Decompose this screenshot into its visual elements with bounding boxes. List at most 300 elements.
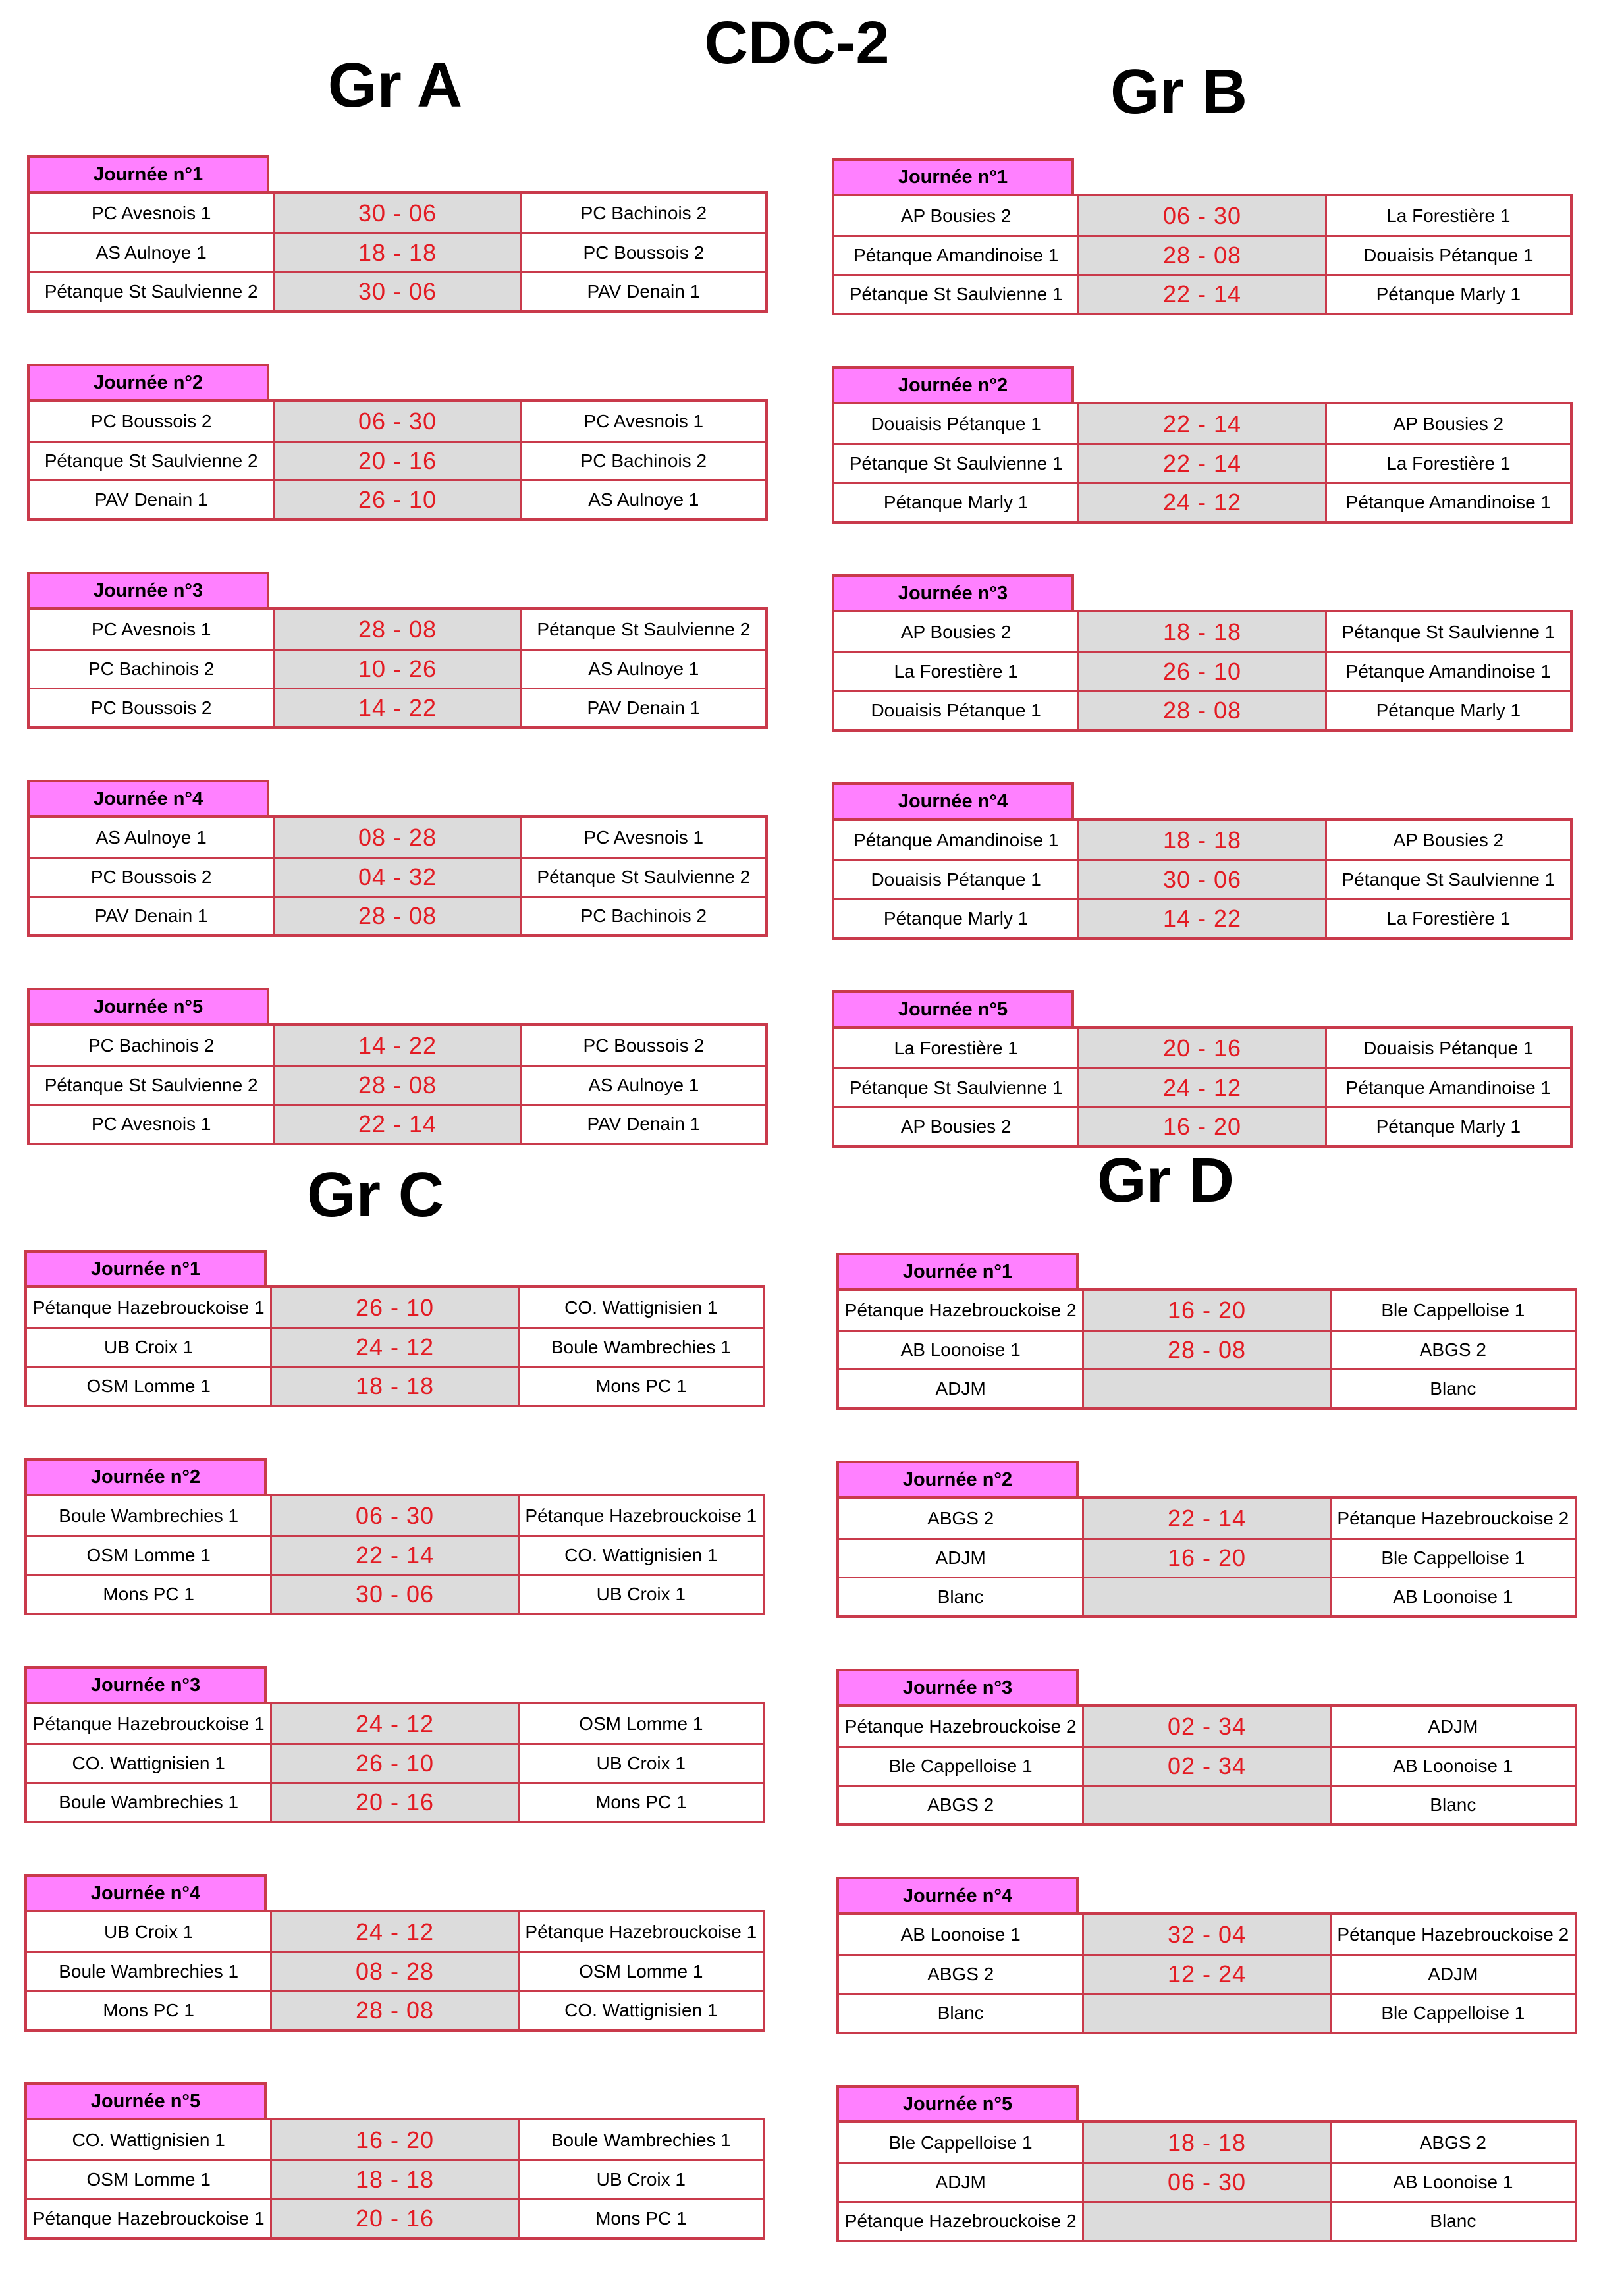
- match-table: [836, 2120, 1577, 2242]
- match-score: 06 - 30: [1079, 196, 1324, 235]
- away-team: La Forestière 1: [1325, 196, 1570, 235]
- match-score: 22 - 14: [1079, 404, 1324, 443]
- match-score: 20 - 16: [1079, 1029, 1324, 1067]
- match-table: [24, 1702, 765, 1823]
- match-row: [27, 2198, 763, 2237]
- match-row: [839, 1785, 1575, 1823]
- home-team: AS Aulnoye 1: [30, 818, 275, 857]
- away-team: Pétanque Hazebrouckoise 2: [1330, 1915, 1575, 1954]
- match-score: 18 - 18: [272, 2161, 517, 2198]
- match-score: 24 - 12: [272, 1912, 517, 1951]
- home-team: PC Avesnois 1: [30, 1106, 275, 1143]
- match-score: 10 - 26: [275, 651, 520, 688]
- away-team: PC Avesnois 1: [520, 818, 765, 857]
- match-score: 32 - 04: [1084, 1915, 1329, 1954]
- journee-block: [836, 1253, 1577, 1410]
- group-c-schedule: [24, 1250, 765, 2290]
- page-title: CDC-2: [704, 9, 890, 76]
- match-row: [27, 1704, 763, 1743]
- match-table: [836, 1496, 1577, 1618]
- match-row: [839, 1993, 1575, 2032]
- match-score: 26 - 10: [1079, 653, 1324, 690]
- journee-block: [27, 572, 768, 729]
- away-team: CO. Wattignisien 1: [518, 1992, 763, 2029]
- match-row: [834, 612, 1570, 651]
- home-team: CO. Wattignisien 1: [27, 1745, 272, 1782]
- away-team: Pétanque St Saulvienne 1: [1325, 612, 1570, 651]
- home-team: Pétanque St Saulvienne 1: [834, 445, 1079, 482]
- match-score: 20 - 16: [272, 1784, 517, 1821]
- journee-heading: Journée n°2: [832, 366, 1074, 402]
- home-team: AP Bousies 2: [834, 612, 1079, 651]
- journee-block: [832, 574, 1573, 732]
- match-score: 24 - 12: [272, 1704, 517, 1743]
- home-team: Pétanque Amandinoise 1: [834, 821, 1079, 859]
- away-team: AS Aulnoye 1: [520, 1067, 765, 1104]
- away-team: AP Bousies 2: [1325, 821, 1570, 859]
- match-score: 02 - 34: [1084, 1748, 1329, 1785]
- match-score: 22 - 14: [1079, 276, 1324, 313]
- match-row: [834, 898, 1570, 937]
- match-row: [839, 1577, 1575, 1615]
- match-score: 30 - 06: [1079, 861, 1324, 898]
- journee-block: [27, 155, 768, 313]
- away-team: CO. Wattignisien 1: [518, 1288, 763, 1327]
- journee-heading: Journée n°1: [836, 1253, 1079, 1288]
- match-row: [834, 651, 1570, 690]
- journee-heading: Journée n°4: [836, 1877, 1079, 1912]
- away-team: UB Croix 1: [518, 1576, 763, 1613]
- away-team: AB Loonoise 1: [1330, 1748, 1575, 1785]
- away-team: Ble Cappelloise 1: [1330, 1995, 1575, 2032]
- journee-heading: Journée n°1: [27, 155, 269, 191]
- match-table: [24, 1494, 765, 1615]
- match-row: [30, 610, 765, 649]
- match-table: [832, 402, 1573, 524]
- home-team: Pétanque Hazebrouckoise 1: [27, 2200, 272, 2237]
- match-table: [836, 1704, 1577, 1826]
- home-team: Ble Cappelloise 1: [839, 2123, 1084, 2162]
- match-row: [27, 1782, 763, 1821]
- journee-block: [27, 780, 768, 937]
- away-team: PC Bachinois 2: [520, 194, 765, 232]
- match-row: [839, 1291, 1575, 1330]
- match-table: [832, 1026, 1573, 1148]
- match-score: 28 - 08: [275, 610, 520, 649]
- journee-heading: Journée n°2: [27, 364, 269, 399]
- match-row: [27, 2159, 763, 2198]
- match-row: [834, 482, 1570, 521]
- journee-block: [24, 1666, 765, 1823]
- home-team: PC Boussois 2: [30, 402, 275, 441]
- home-team: Boule Wambrechies 1: [27, 1953, 272, 1990]
- away-team: OSM Lomme 1: [518, 1953, 763, 1990]
- match-row: [839, 1915, 1575, 1954]
- away-team: AB Loonoise 1: [1330, 2164, 1575, 2201]
- match-table: [27, 191, 768, 313]
- group-b-schedule: [832, 158, 1573, 1199]
- away-team: Ble Cappelloise 1: [1330, 1540, 1575, 1577]
- match-score: 24 - 12: [272, 1329, 517, 1366]
- journee-heading: Journée n°1: [24, 1250, 267, 1285]
- group-title-c: Gr C: [306, 1160, 445, 1230]
- match-score: 28 - 08: [272, 1992, 517, 2029]
- home-team: Pétanque Hazebrouckoise 2: [839, 1291, 1084, 1330]
- match-score: 30 - 06: [272, 1576, 517, 1613]
- home-team: ABGS 2: [839, 1787, 1084, 1823]
- journee-heading: Journée n°4: [832, 782, 1074, 818]
- match-row: [834, 443, 1570, 482]
- home-team: Pétanque Hazebrouckoise 2: [839, 2203, 1084, 2240]
- match-score: 16 - 20: [272, 2120, 517, 2159]
- match-row: [839, 1538, 1575, 1577]
- match-row: [834, 1106, 1570, 1145]
- journee-block: [836, 1669, 1577, 1826]
- journee-block: [832, 158, 1573, 315]
- match-row: [834, 274, 1570, 313]
- journee-heading: Journée n°5: [24, 2082, 267, 2118]
- match-score: 28 - 08: [1079, 692, 1324, 729]
- home-team: Blanc: [839, 1995, 1084, 2032]
- home-team: AP Bousies 2: [834, 196, 1079, 235]
- away-team: Pétanque Amandinoise 1: [1325, 1069, 1570, 1106]
- match-row: [834, 235, 1570, 274]
- match-score: 26 - 10: [275, 481, 520, 518]
- match-row: [834, 196, 1570, 235]
- match-score: [1084, 1787, 1329, 1823]
- away-team: Pétanque Amandinoise 1: [1325, 653, 1570, 690]
- match-row: [839, 1746, 1575, 1785]
- match-table: [836, 1912, 1577, 2034]
- match-row: [834, 859, 1570, 898]
- away-team: UB Croix 1: [518, 2161, 763, 2198]
- journee-block: [832, 782, 1573, 940]
- home-team: Douaisis Pétanque 1: [834, 692, 1079, 729]
- match-score: 18 - 18: [275, 234, 520, 271]
- match-row: [30, 271, 765, 310]
- match-score: [1084, 1578, 1329, 1615]
- home-team: ADJM: [839, 1540, 1084, 1577]
- journee-heading: Journée n°1: [832, 158, 1074, 194]
- match-table: [832, 818, 1573, 940]
- home-team: AP Bousies 2: [834, 1108, 1079, 1145]
- match-row: [30, 441, 765, 479]
- away-team: Blanc: [1330, 2203, 1575, 2240]
- match-row: [27, 2120, 763, 2159]
- away-team: ABGS 2: [1330, 1332, 1575, 1368]
- match-score: 04 - 32: [275, 859, 520, 896]
- away-team: CO. Wattignisien 1: [518, 1537, 763, 1574]
- match-row: [30, 1026, 765, 1065]
- journee-block: [24, 1250, 765, 1407]
- match-score: 28 - 08: [275, 898, 520, 934]
- match-row: [27, 1366, 763, 1405]
- match-row: [27, 1912, 763, 1951]
- match-score: 16 - 20: [1084, 1540, 1329, 1577]
- match-score: 22 - 14: [1079, 445, 1324, 482]
- home-team: ADJM: [839, 1370, 1084, 1407]
- home-team: Pétanque Amandinoise 1: [834, 237, 1079, 274]
- match-row: [839, 1954, 1575, 1993]
- group-d-schedule: [836, 1253, 1577, 2293]
- journee-block: [27, 364, 768, 521]
- home-team: Douaisis Pétanque 1: [834, 404, 1079, 443]
- away-team: Pétanque St Saulvienne 2: [520, 859, 765, 896]
- match-row: [839, 2123, 1575, 2162]
- match-score: 12 - 24: [1084, 1956, 1329, 1993]
- match-row: [30, 1104, 765, 1143]
- home-team: Pétanque St Saulvienne 2: [30, 1067, 275, 1104]
- home-team: Mons PC 1: [27, 1992, 272, 2029]
- away-team: PC Avesnois 1: [520, 402, 765, 441]
- match-score: 20 - 16: [275, 443, 520, 479]
- home-team: ABGS 2: [839, 1956, 1084, 1993]
- home-team: CO. Wattignisien 1: [27, 2120, 272, 2159]
- away-team: Pétanque Marly 1: [1325, 276, 1570, 313]
- journee-block: [832, 366, 1573, 524]
- away-team: ADJM: [1330, 1956, 1575, 1993]
- match-row: [839, 1499, 1575, 1538]
- match-row: [30, 896, 765, 934]
- match-score: [1084, 2203, 1329, 2240]
- journee-heading: Journée n°3: [836, 1669, 1079, 1704]
- journee-heading: Journée n°2: [24, 1458, 267, 1494]
- away-team: Mons PC 1: [518, 1784, 763, 1821]
- match-score: 08 - 28: [275, 818, 520, 857]
- home-team: AS Aulnoye 1: [30, 234, 275, 271]
- match-table: [24, 1285, 765, 1407]
- home-team: Pétanque Hazebrouckoise 1: [27, 1704, 272, 1743]
- match-score: [1084, 1995, 1329, 2032]
- match-score: 18 - 18: [1084, 2123, 1329, 2162]
- home-team: La Forestière 1: [834, 1029, 1079, 1067]
- match-row: [27, 1496, 763, 1535]
- home-team: Pétanque Hazebrouckoise 1: [27, 1288, 272, 1327]
- away-team: Douaisis Pétanque 1: [1325, 1029, 1570, 1067]
- away-team: La Forestière 1: [1325, 900, 1570, 937]
- home-team: Ble Cappelloise 1: [839, 1748, 1084, 1785]
- home-team: UB Croix 1: [27, 1912, 272, 1951]
- away-team: Mons PC 1: [518, 2200, 763, 2237]
- match-table: [24, 2118, 765, 2240]
- journee-heading: Journée n°4: [27, 780, 269, 815]
- journee-heading: Journée n°3: [832, 574, 1074, 610]
- match-score: 14 - 22: [275, 689, 520, 726]
- away-team: AS Aulnoye 1: [520, 481, 765, 518]
- home-team: La Forestière 1: [834, 653, 1079, 690]
- home-team: PC Avesnois 1: [30, 194, 275, 232]
- home-team: Pétanque St Saulvienne 1: [834, 1069, 1079, 1106]
- home-team: OSM Lomme 1: [27, 1368, 272, 1405]
- match-row: [834, 690, 1570, 729]
- match-table: [832, 194, 1573, 315]
- match-score: 30 - 06: [275, 194, 520, 232]
- journee-block: [27, 988, 768, 1145]
- match-row: [834, 1067, 1570, 1106]
- home-team: PC Boussois 2: [30, 859, 275, 896]
- match-score: 22 - 14: [272, 1537, 517, 1574]
- match-row: [834, 821, 1570, 859]
- away-team: ABGS 2: [1330, 2123, 1575, 2162]
- away-team: OSM Lomme 1: [518, 1704, 763, 1743]
- home-team: AB Loonoise 1: [839, 1332, 1084, 1368]
- group-title-b: Gr B: [1110, 57, 1248, 127]
- match-score: 14 - 22: [1079, 900, 1324, 937]
- match-score: 28 - 08: [1084, 1332, 1329, 1368]
- match-score: 28 - 08: [275, 1067, 520, 1104]
- match-score: 06 - 30: [1084, 2164, 1329, 2201]
- home-team: PAV Denain 1: [30, 481, 275, 518]
- home-team: ADJM: [839, 2164, 1084, 2201]
- match-row: [30, 857, 765, 896]
- home-team: Boule Wambrechies 1: [27, 1496, 272, 1535]
- group-title-d: Gr D: [1096, 1145, 1235, 1216]
- match-row: [839, 1707, 1575, 1746]
- away-team: Pétanque Hazebrouckoise 1: [518, 1496, 763, 1535]
- match-score: 24 - 12: [1079, 484, 1324, 521]
- home-team: PC Bachinois 2: [30, 651, 275, 688]
- away-team: PC Bachinois 2: [520, 898, 765, 934]
- match-row: [27, 1574, 763, 1613]
- home-team: AB Loonoise 1: [839, 1915, 1084, 1954]
- journee-heading: Journée n°4: [24, 1874, 267, 1910]
- away-team: Ble Cappelloise 1: [1330, 1291, 1575, 1330]
- home-team: ABGS 2: [839, 1499, 1084, 1538]
- home-team: PC Boussois 2: [30, 689, 275, 726]
- journee-block: [836, 1461, 1577, 1618]
- away-team: AB Loonoise 1: [1330, 1578, 1575, 1615]
- match-score: 20 - 16: [272, 2200, 517, 2237]
- match-row: [27, 1535, 763, 1574]
- away-team: Boule Wambrechies 1: [518, 2120, 763, 2159]
- match-table: [836, 1288, 1577, 1410]
- match-row: [839, 1368, 1575, 1407]
- match-row: [839, 1330, 1575, 1368]
- journee-heading: Journée n°5: [832, 990, 1074, 1026]
- group-a-schedule: [27, 155, 768, 1196]
- away-team: Blanc: [1330, 1787, 1575, 1823]
- match-score: 18 - 18: [1079, 612, 1324, 651]
- away-team: ADJM: [1330, 1707, 1575, 1746]
- journee-block: [24, 1458, 765, 1615]
- home-team: OSM Lomme 1: [27, 2161, 272, 2198]
- away-team: PC Boussois 2: [520, 234, 765, 271]
- match-row: [839, 2201, 1575, 2240]
- match-score: 28 - 08: [1079, 237, 1324, 274]
- match-row: [834, 404, 1570, 443]
- home-team: OSM Lomme 1: [27, 1537, 272, 1574]
- away-team: PAV Denain 1: [520, 1106, 765, 1143]
- match-table: [832, 610, 1573, 732]
- home-team: Pétanque St Saulvienne 2: [30, 273, 275, 310]
- journee-heading: Journée n°2: [836, 1461, 1079, 1496]
- away-team: PAV Denain 1: [520, 689, 765, 726]
- home-team: Pétanque Marly 1: [834, 484, 1079, 521]
- away-team: La Forestière 1: [1325, 445, 1570, 482]
- match-score: 18 - 18: [1079, 821, 1324, 859]
- home-team: Douaisis Pétanque 1: [834, 861, 1079, 898]
- match-table: [27, 399, 768, 521]
- home-team: Pétanque St Saulvienne 2: [30, 443, 275, 479]
- journee-heading: Journée n°3: [24, 1666, 267, 1702]
- match-score: 16 - 20: [1079, 1108, 1324, 1145]
- home-team: PAV Denain 1: [30, 898, 275, 934]
- home-team: Pétanque Marly 1: [834, 900, 1079, 937]
- home-team: Boule Wambrechies 1: [27, 1784, 272, 1821]
- away-team: UB Croix 1: [518, 1745, 763, 1782]
- match-score: [1084, 1370, 1329, 1407]
- away-team: AP Bousies 2: [1325, 404, 1570, 443]
- match-row: [30, 1065, 765, 1104]
- match-score: 14 - 22: [275, 1026, 520, 1065]
- journee-block: [24, 1874, 765, 2032]
- match-row: [839, 2162, 1575, 2201]
- match-row: [30, 479, 765, 518]
- match-score: 18 - 18: [272, 1368, 517, 1405]
- match-score: 02 - 34: [1084, 1707, 1329, 1746]
- home-team: Blanc: [839, 1578, 1084, 1615]
- match-table: [27, 815, 768, 937]
- away-team: PC Bachinois 2: [520, 443, 765, 479]
- match-row: [27, 1990, 763, 2029]
- match-score: 06 - 30: [272, 1496, 517, 1535]
- match-score: 24 - 12: [1079, 1069, 1324, 1106]
- match-row: [30, 232, 765, 271]
- match-score: 22 - 14: [275, 1106, 520, 1143]
- match-table: [27, 1023, 768, 1145]
- journee-block: [24, 2082, 765, 2240]
- away-team: Pétanque Marly 1: [1325, 692, 1570, 729]
- away-team: Pétanque Amandinoise 1: [1325, 484, 1570, 521]
- home-team: PC Avesnois 1: [30, 610, 275, 649]
- match-row: [834, 1029, 1570, 1067]
- away-team: Pétanque St Saulvienne 2: [520, 610, 765, 649]
- match-row: [27, 1288, 763, 1327]
- away-team: Pétanque Hazebrouckoise 1: [518, 1912, 763, 1951]
- match-table: [24, 1910, 765, 2032]
- match-row: [30, 688, 765, 726]
- match-row: [30, 818, 765, 857]
- journee-block: [836, 1877, 1577, 2034]
- match-table: [27, 607, 768, 729]
- away-team: Pétanque Marly 1: [1325, 1108, 1570, 1145]
- match-score: 06 - 30: [275, 402, 520, 441]
- home-team: Mons PC 1: [27, 1576, 272, 1613]
- away-team: Douaisis Pétanque 1: [1325, 237, 1570, 274]
- home-team: Pétanque Hazebrouckoise 2: [839, 1707, 1084, 1746]
- journee-block: [832, 990, 1573, 1148]
- match-row: [27, 1951, 763, 1990]
- journee-block: [836, 2085, 1577, 2242]
- away-team: PAV Denain 1: [520, 273, 765, 310]
- journee-heading: Journée n°5: [836, 2085, 1079, 2120]
- group-title-a: Gr A: [327, 50, 463, 121]
- match-score: 26 - 10: [272, 1745, 517, 1782]
- home-team: UB Croix 1: [27, 1329, 272, 1366]
- away-team: Blanc: [1330, 1370, 1575, 1407]
- away-team: AS Aulnoye 1: [520, 651, 765, 688]
- match-score: 16 - 20: [1084, 1291, 1329, 1330]
- match-score: 08 - 28: [272, 1953, 517, 1990]
- match-row: [30, 649, 765, 688]
- away-team: PC Boussois 2: [520, 1026, 765, 1065]
- match-score: 26 - 10: [272, 1288, 517, 1327]
- match-row: [27, 1743, 763, 1782]
- match-row: [27, 1327, 763, 1366]
- home-team: PC Bachinois 2: [30, 1026, 275, 1065]
- journee-heading: Journée n°3: [27, 572, 269, 607]
- away-team: Boule Wambrechies 1: [518, 1329, 763, 1366]
